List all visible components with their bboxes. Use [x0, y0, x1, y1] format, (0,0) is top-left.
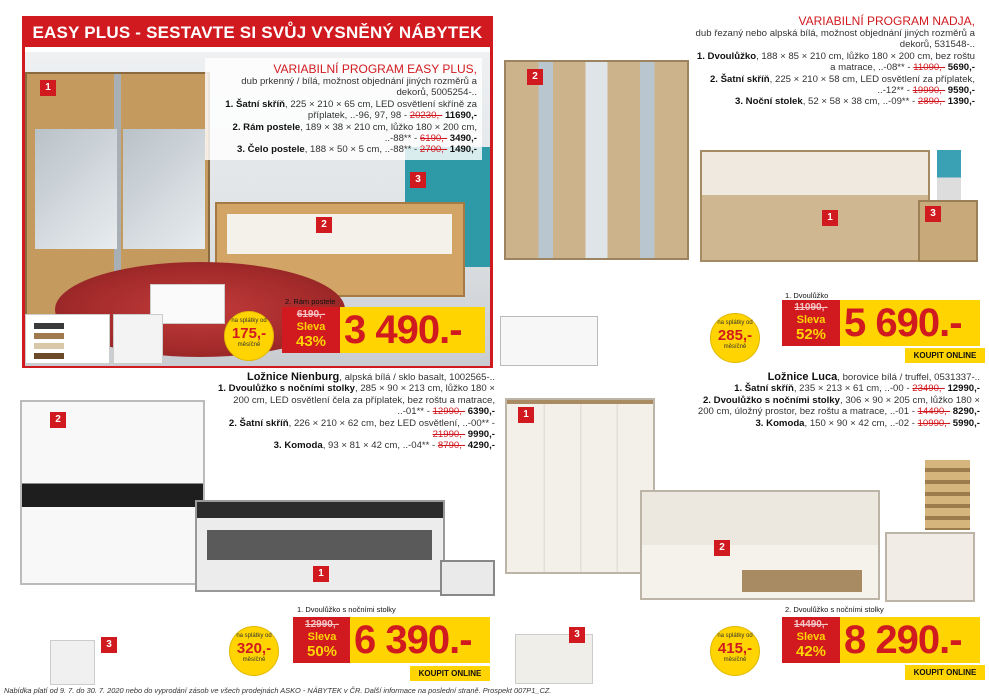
- nadja-info: [690, 14, 975, 108]
- item-line: 1. Šatní skříň, 225 × 210 × 65 cm, LED osvětlení skříně za příplatek, ..-96, 97, 98 - 20230,- 11690,-: [225, 98, 477, 122]
- label-1: 1: [518, 407, 534, 423]
- price-tag: 6 390.-: [350, 617, 490, 663]
- label-3: 3: [410, 172, 426, 188]
- luca-title: Ložnice Luca: [767, 371, 838, 383]
- nadja-lamp: [937, 150, 961, 200]
- item-line: 1. Dvoulůžko s nočními stolky, 285 × 90 × 213 cm, lůžko 180 × 200 cm, LED osvětlení čela za příplatek, bez roštu a matrace, ..-01** - 12990,- 6390,-: [217, 383, 495, 418]
- label-3: 3: [569, 627, 585, 643]
- installment-circle: na splátky od 415,- měsíčně: [710, 626, 760, 676]
- buy-online-button[interactable]: KOUPIT ONLINE: [905, 348, 985, 363]
- nienburg-wardrobe: [20, 400, 205, 585]
- luca-nightstand: [885, 532, 975, 602]
- item-line: 3. Komoda, 93 × 81 × 42 cm, ..-04** - 8790,- 4290,-: [273, 440, 495, 452]
- label-1: 1: [40, 80, 56, 96]
- price-caption: 2. Dvoulůžko s nočními stolky: [785, 605, 884, 614]
- price-tag: 8 290.-: [840, 617, 980, 663]
- label-2: 2: [50, 412, 66, 428]
- label-1: 1: [313, 566, 329, 582]
- buy-online-button[interactable]: KOUPIT ONLINE: [905, 665, 985, 680]
- label-1: 1: [822, 210, 838, 226]
- luca-desc: , borovice bílá / truffel, 0531337-..: [837, 372, 980, 383]
- easy-plus-title: VARIABILNÍ PROGRAM EASY PLUS,: [273, 62, 477, 76]
- item-line: 1. Dvoulůžko, 188 × 85 × 210 cm, lůžko 180 × 200 cm, bez roštu a matrace, ..-08** - 11090,- 5690,-: [696, 50, 975, 74]
- price-tag: 5 690.-: [840, 300, 980, 346]
- installment-circle: na splátky od 175,- měsíčně: [224, 311, 274, 361]
- nienburg-dresser-thumbnail: [50, 640, 95, 685]
- footer-note: Nabídka platí od 9. 7. do 30. 7. 2020 nebo do vyprodání zásob ve všech prodejnách ASKO - NÁBYTEK v ČR. Další informace na poslední straně. Prospekt 007P1_CZ.: [4, 686, 552, 695]
- discount-badge: 14490,- Sleva 42%: [782, 617, 840, 663]
- easy-plus-banner: EASY PLUS - SESTAVTE SI SVŮJ VYSNĚNÝ NÁBYTEK: [25, 19, 490, 47]
- discount-badge: 11090,- Sleva 52%: [782, 300, 840, 346]
- installment-circle: na splátky od 285,- měsíčně: [710, 313, 760, 363]
- nienburg-nightstand: [440, 560, 495, 596]
- nadja-desc: dub řezaný nebo alpská bílá, možnost objednání jiných rozměrů a dekorů, 531548-..: [695, 28, 975, 51]
- item-line: 3. Čelo postele, 188 × 50 × 5 cm, ..-88** - 2700,- 1490,-: [237, 144, 477, 156]
- label-3: 3: [101, 637, 117, 653]
- price-caption: 1. Dvoulůžko: [785, 291, 829, 300]
- item-line: 3. Komoda, 150 × 90 × 42 cm, ..-02 - 10990,- 5990,-: [755, 417, 980, 429]
- bed-thumbnail: [113, 314, 163, 364]
- label-2: 2: [714, 540, 730, 556]
- discount-badge: 6190,- Sleva 43%: [282, 307, 340, 353]
- nadja-bed: [700, 150, 930, 262]
- nienburg-info: [205, 372, 495, 452]
- luca-bed: [640, 490, 880, 600]
- label-2: 2: [316, 217, 332, 233]
- nadja-title: VARIABILNÍ PROGRAM NADJA,: [798, 14, 975, 28]
- label-2: 2: [527, 69, 543, 85]
- installment-circle: na splátky od 320,- měsíčně: [229, 626, 279, 676]
- easy-plus-desc: dub prkenný / bílá, možnost objednání jiných rozměrů a dekorů, 5005254-..: [241, 76, 477, 99]
- item-line: 2. Dvoulůžko s nočními stolky, 306 × 90 × 205 cm, lůžko 180 × 200 cm, úložný prostor, bez roštu a matrace, ..-01 - 14490,- 8290,-: [697, 394, 980, 418]
- nienburg-desc: , alpská bílá / sklo basalt, 1002565-..: [339, 372, 495, 383]
- nienburg-title: Ložnice Nienburg: [246, 371, 340, 383]
- easy-plus-info: [205, 58, 482, 160]
- buy-online-button[interactable]: KOUPIT ONLINE: [410, 666, 490, 681]
- luca-books: [925, 460, 970, 530]
- item-line: 2. Šatní skříň, 225 × 210 × 58 cm, LED osvětlení za příplatek, ..-12** - 19990,- 9590,-: [709, 73, 975, 97]
- label-3: 3: [925, 206, 941, 222]
- price-tag: 3 490.-: [340, 307, 485, 353]
- nadja-thumbnail: [500, 316, 598, 366]
- item-line: 3. Noční stolek, 52 × 58 × 38 cm, ..-09** - 2890,- 1390,-: [735, 96, 975, 108]
- luca-wardrobe: [505, 398, 655, 574]
- decor-swatches: [25, 314, 110, 364]
- item-line: 2. Šatní skříň, 226 × 210 × 62 cm, bez LED osvětlení, ..-00** - 21990,- 9990,-: [228, 417, 495, 441]
- discount-badge: 12990,- Sleva 50%: [293, 617, 351, 663]
- price-caption: 2. Rám postele: [285, 297, 336, 306]
- price-caption: 1. Dvoulůžko s nočními stolky: [297, 605, 396, 614]
- nadja-wardrobe: [504, 60, 689, 260]
- luca-info: [690, 372, 980, 429]
- item-line: 1. Šatní skříň, 235 × 213 × 61 cm, ..-00 - 23490,- 12990,-: [734, 383, 980, 395]
- item-line: 2. Rám postele, 189 × 38 × 210 cm, lůžko 180 × 200 cm, ..-88** - 6190,- 3490,-: [232, 121, 477, 145]
